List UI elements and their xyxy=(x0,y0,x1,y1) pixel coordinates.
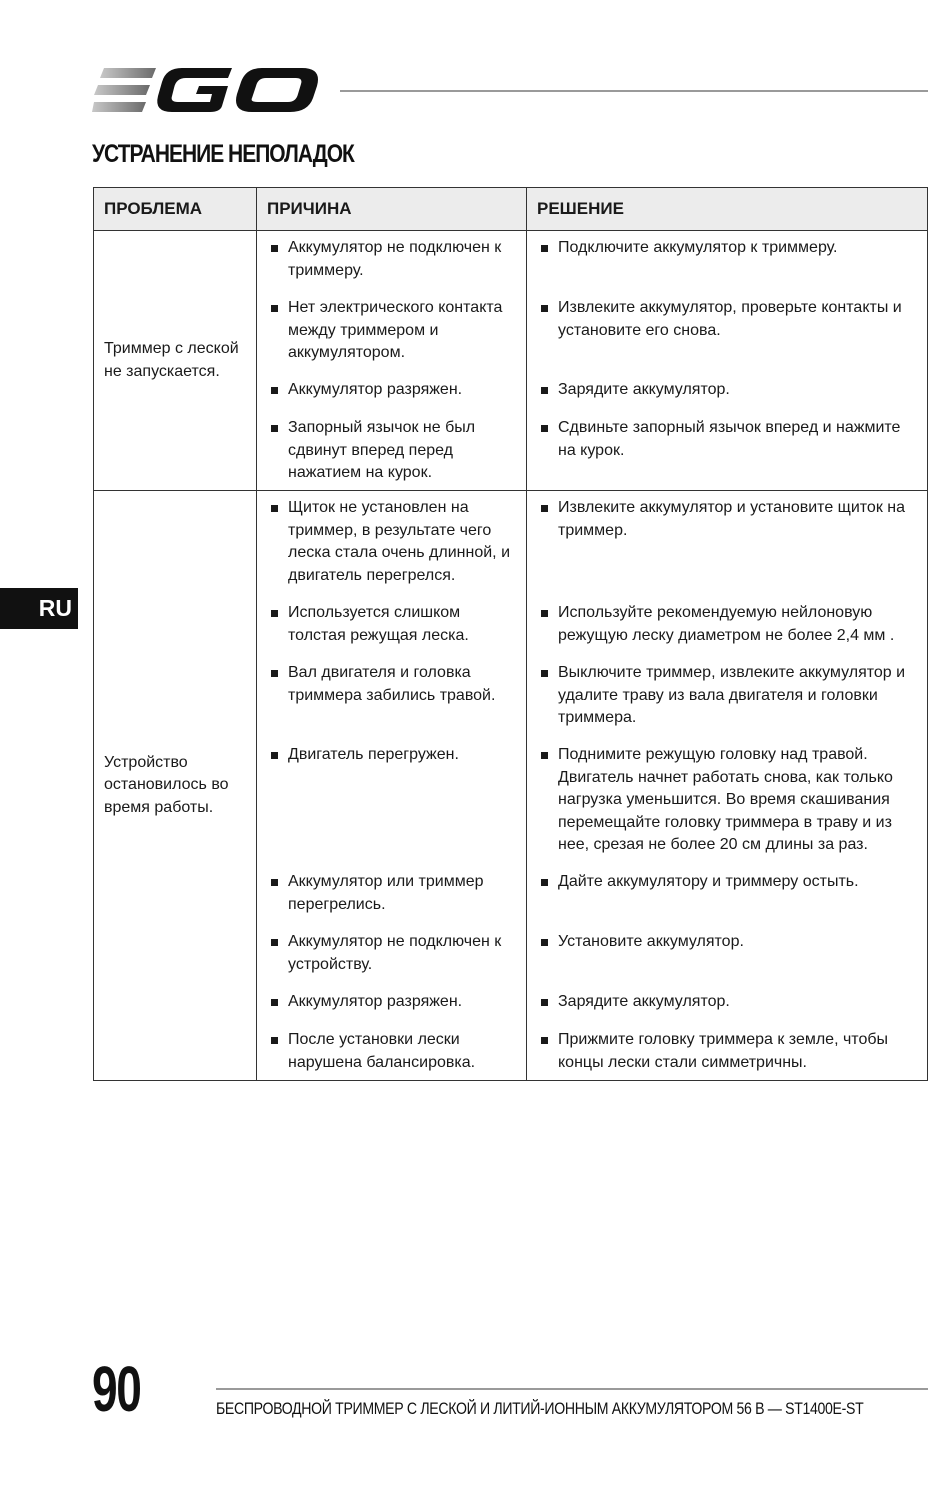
bullet-icon xyxy=(541,1037,548,1044)
bullet-icon xyxy=(541,670,548,677)
list-item xyxy=(257,379,520,402)
bullet-icon xyxy=(541,245,548,252)
list-item xyxy=(527,662,921,729)
bullet-icon xyxy=(271,245,278,252)
solution-text: Используйте рекомендуемую нейлоновую режущую леску диаметром не более 2,4 мм . xyxy=(558,604,895,644)
column-header-solution: РЕШЕНИЕ xyxy=(527,188,928,231)
list-item xyxy=(527,297,921,364)
solution-list xyxy=(527,491,927,1080)
solution-text: Зарядите аккумулятор. xyxy=(558,993,730,1010)
solution-list xyxy=(527,231,927,490)
language-tab: RU xyxy=(0,588,78,629)
list-item xyxy=(257,417,520,484)
solution-text: Дайте аккумулятору и триммеру остыть. xyxy=(558,873,859,890)
solution-text: Установите аккумулятор. xyxy=(558,933,744,950)
list-item xyxy=(527,991,921,1014)
cause-text: Вал двигателя и головка триммера забились травой. xyxy=(288,664,496,704)
table-row xyxy=(94,491,928,1081)
bullet-icon xyxy=(271,939,278,946)
bullet-icon xyxy=(541,425,548,432)
bullet-icon xyxy=(541,939,548,946)
solution-text: Подключите аккумулятор к триммеру. xyxy=(558,239,838,256)
list-item xyxy=(257,497,520,587)
bullet-icon xyxy=(541,752,548,759)
cause-list xyxy=(257,491,526,1080)
cause-text: Нет электрического контакта между триммером и аккумулятором. xyxy=(288,299,503,361)
cause-text: Запорный язычок не был сдвинут вперед перед нажатием на курок. xyxy=(288,419,476,481)
bullet-icon xyxy=(541,387,548,394)
bullet-icon xyxy=(271,610,278,617)
list-item xyxy=(257,744,520,856)
solution-text: Прижмите головку триммера к земле, чтобы концы лески стали симметричны. xyxy=(558,1031,889,1071)
solution-text: Сдвиньте запорный язычок вперед и нажмите на курок. xyxy=(558,419,901,459)
cause-text: Двигатель перегружен. xyxy=(288,746,459,763)
list-item xyxy=(257,297,520,364)
bullet-icon xyxy=(541,999,548,1006)
list-item xyxy=(257,871,520,916)
bullet-icon xyxy=(541,305,548,312)
bullet-icon xyxy=(271,425,278,432)
bullet-icon xyxy=(271,752,278,759)
cause-cell xyxy=(257,231,527,491)
column-header-problem: ПРОБЛЕМА xyxy=(94,188,257,231)
list-item xyxy=(257,237,520,282)
list-item xyxy=(257,602,520,647)
list-item xyxy=(527,744,921,856)
list-item xyxy=(527,602,921,647)
list-item xyxy=(257,991,520,1014)
cause-list xyxy=(257,231,526,490)
cause-text: Щиток не установлен на триммер, в результате чего леска стала очень длинной, и двигатель перегрелся. xyxy=(288,499,510,584)
header-rule xyxy=(340,90,928,92)
bullet-icon xyxy=(541,879,548,886)
table-row xyxy=(94,231,928,491)
page-title: УСТРАНЕНИЕ НЕПОЛАДОК xyxy=(92,140,354,168)
column-header-cause: ПРИЧИНА xyxy=(257,188,527,231)
list-item xyxy=(257,931,520,976)
solution-text: Поднимите режущую головку над травой. Двигатель начнет работать снова, как только нагрузка уменьшится. Во время скашивания перемещайте головку триммера в траву и из нее, срезая не более 20 см длины за раз. xyxy=(558,746,893,853)
cause-text: Аккумулятор разряжен. xyxy=(288,993,463,1010)
list-item xyxy=(527,1029,921,1074)
bullet-icon xyxy=(271,1037,278,1044)
problem-cell: Устройство остановилось во время работы. xyxy=(94,491,257,1081)
cause-text: Аккумулятор не подключен к устройству. xyxy=(288,933,502,973)
footer-text: БЕСПРОВОДНОЙ ТРИММЕР С ЛЕСКОЙ И ЛИТИЙ-ИОННЫМ АККУМУЛЯТОРОМ 56 В — ST1400E-ST xyxy=(216,1399,864,1418)
list-item xyxy=(527,417,921,484)
list-item xyxy=(527,237,921,282)
solution-cell xyxy=(527,231,928,491)
list-item xyxy=(527,497,921,587)
page-number: 90 xyxy=(92,1353,141,1425)
troubleshooting-table xyxy=(93,187,928,1081)
bullet-icon xyxy=(271,879,278,886)
cause-text: Аккумулятор не подключен к триммеру. xyxy=(288,239,502,279)
list-item xyxy=(257,662,520,729)
bullet-icon xyxy=(271,999,278,1006)
solution-cell xyxy=(527,491,928,1081)
ego-logo xyxy=(92,66,318,114)
bullet-icon xyxy=(271,670,278,677)
list-item xyxy=(527,931,921,976)
cause-cell xyxy=(257,491,527,1081)
table-header-row xyxy=(94,188,928,231)
list-item xyxy=(527,379,921,402)
problem-cell: Триммер с леской не запускается. xyxy=(94,231,257,491)
bullet-icon xyxy=(271,505,278,512)
solution-text: Выключите триммер, извлеките аккумулятор и удалите траву из вала двигателя и головки триммера. xyxy=(558,664,906,726)
bullet-icon xyxy=(541,505,548,512)
list-item xyxy=(527,871,921,916)
cause-text: Используется слишком толстая режущая леска. xyxy=(288,604,469,644)
footer-rule xyxy=(216,1388,928,1390)
cause-text: Аккумулятор разряжен. xyxy=(288,381,463,398)
solution-text: Извлеките аккумулятор, проверьте контакты и установите его снова. xyxy=(558,299,902,339)
cause-text: Аккумулятор или триммер перегрелись. xyxy=(288,873,484,913)
list-item xyxy=(257,1029,520,1074)
bullet-icon xyxy=(271,387,278,394)
solution-text: Извлеките аккумулятор и установите щиток на триммер. xyxy=(558,499,905,539)
cause-text: После установки лески нарушена балансировка. xyxy=(288,1031,476,1071)
bullet-icon xyxy=(541,610,548,617)
solution-text: Зарядите аккумулятор. xyxy=(558,381,730,398)
bullet-icon xyxy=(271,305,278,312)
